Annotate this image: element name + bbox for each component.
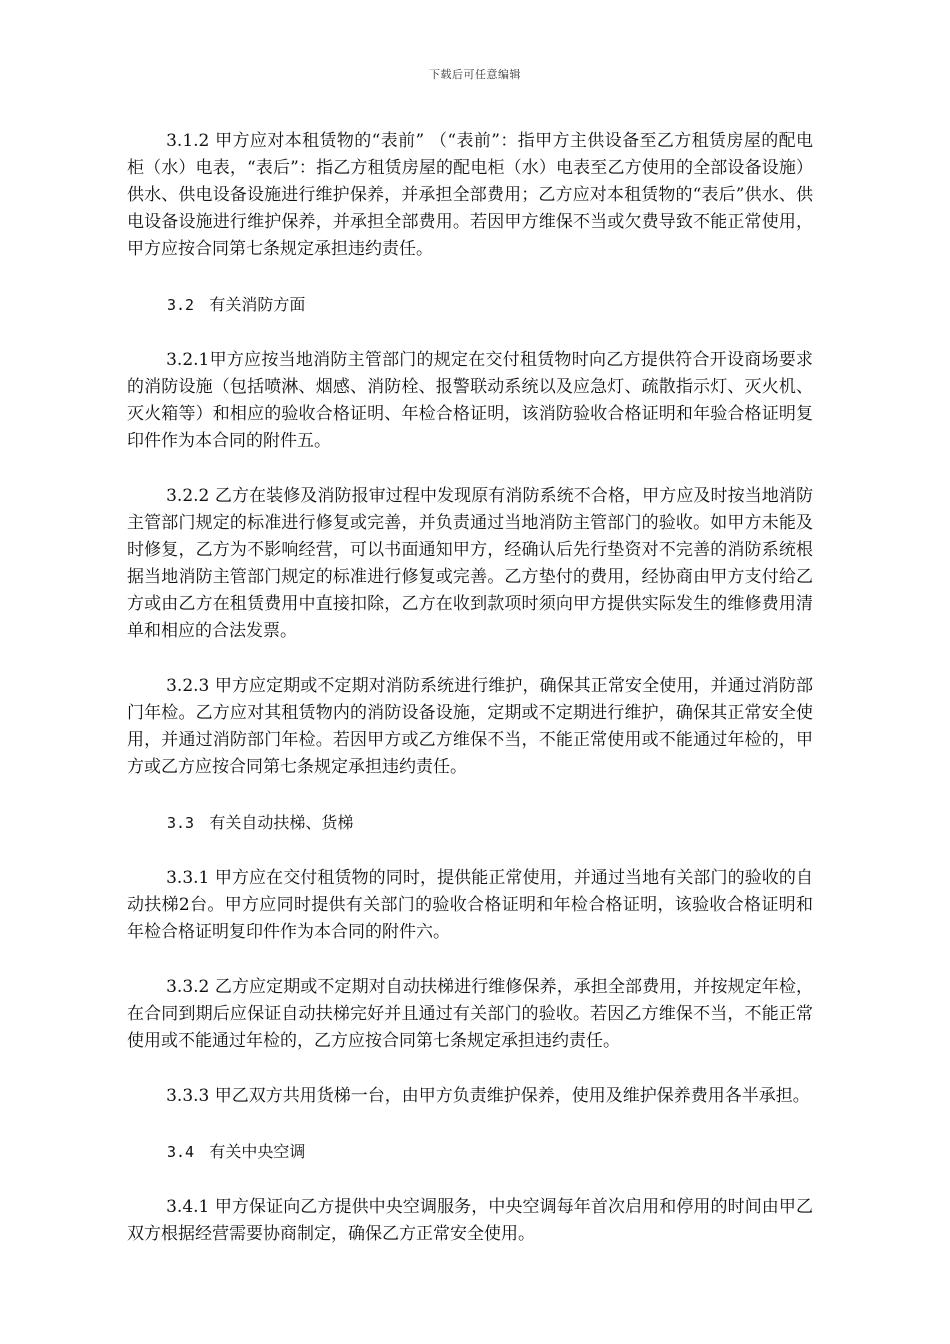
section-number: 3.4 — [167, 1143, 195, 1161]
section-title: 有关自动扶梯、货梯 — [209, 813, 354, 832]
paragraph-3-4-1: 3.4.1 甲方保证向乙方提供中央空调服务，中央空调每年首次启用和停用的时间由甲乙双方根据经营需要协商制定，确保乙方正常安全使用。 — [127, 1197, 813, 1244]
paragraph-3-3-3: 3.3.3 甲乙双方共用货梯一台，由甲方负责维护保养，使用及维护保养费用各半承担。 — [166, 1086, 810, 1106]
header-note: 下载后可任意编辑 — [429, 68, 521, 81]
section-title: 有关中央空调 — [209, 1142, 306, 1161]
paragraph-3-2-3: 3.2.3 甲方应定期或不定期对消防系统进行维护，确保其正常安全使用，并通过消防部门年检。乙方应对其租赁物内的消防设备设施，定期或不定期进行维护，确保其正常安全使用，并通过消防部门年检。若因甲方或乙方维保不当，不能正常使用或不能通过年检的，甲方或乙方应按合同第七条规定承担违约责任。 — [127, 676, 813, 777]
paragraph-3-2-2: 3.2.2 乙方在装修及消防报审过程中发现原有消防系统不合格，甲方应及时按当地消防主管部门规定的标准进行修复或完善，并负责通过当地消防主管部门的验收。如甲方未能及时修复，乙方为不影响经营，可以书面通知甲方，经确认后先行垫资对不完善的消防系统根据当地消防主管部门规定的标准进行修复或完善。乙方垫付的费用，经协商由甲方支付给乙方或由乙方在租赁费用中直接扣除，乙方在收到款项时须向甲方提供实际发生的维修费用清单和相应的合法发票。 — [127, 486, 813, 641]
section-heading-3-3 — [127, 809, 813, 837]
section-heading-3-4 — [127, 1138, 813, 1166]
paragraph-3-3-2: 3.3.2 乙方应定期或不定期对自动扶梯进行维修保养，承担全部费用，并按规定年检，在合同到期后应保证自动扶梯完好并且通过有关部门的验收。若因乙方维保不当，不能正常使用或不能通过年检的，乙方应按合同第七条规定承担违约责任。 — [127, 977, 813, 1051]
document-body — [127, 128, 813, 1276]
paragraph-3-3-1: 3.3.1 甲方应在交付租赁物的同时，提供能正常使用，并通过当地有关部门的验收的自动扶梯2台。甲方应同时提供有关部门的验收合格证明和年检合格证明，该验收合格证明和年检合格证明复印件作为本合同的附件六。 — [127, 868, 813, 942]
section-title: 有关消防方面 — [209, 295, 306, 314]
section-number: 3.3 — [167, 814, 195, 832]
section-heading-3-2 — [127, 291, 813, 319]
paragraph-3-1-2: 3.1.2 甲方应对本租赁物的“表前” （“表前”：指甲方主供设备至乙方租赁房屋的配电柜（水）电表，“表后”：指乙方租赁房屋的配电柜（水）电表至乙方使用的全部设备设施）供水、供电设备设施进行维护保养，并承担全部费用；乙方应对本租赁物的“表后”供水、供电设备设施进行维护保养，并承担全部费用。若因甲方维保不当或欠费导致不能正常使用，甲方应按合同第七条规定承担违约责任。 — [127, 131, 813, 259]
paragraph-3-2-1: 3.2.1甲方应按当地消防主管部门的规定在交付租赁物时向乙方提供符合开设商场要求的消防设施（包括喷淋、烟感、消防栓、报警联动系统以及应急灯、疏散指示灯、灭火机、灭火箱等）和相应的验收合格证明、年检合格证明，该消防验收合格证明和年验合格证明复印件作为本合同的附件五。 — [127, 350, 813, 451]
section-number: 3.2 — [167, 296, 195, 314]
